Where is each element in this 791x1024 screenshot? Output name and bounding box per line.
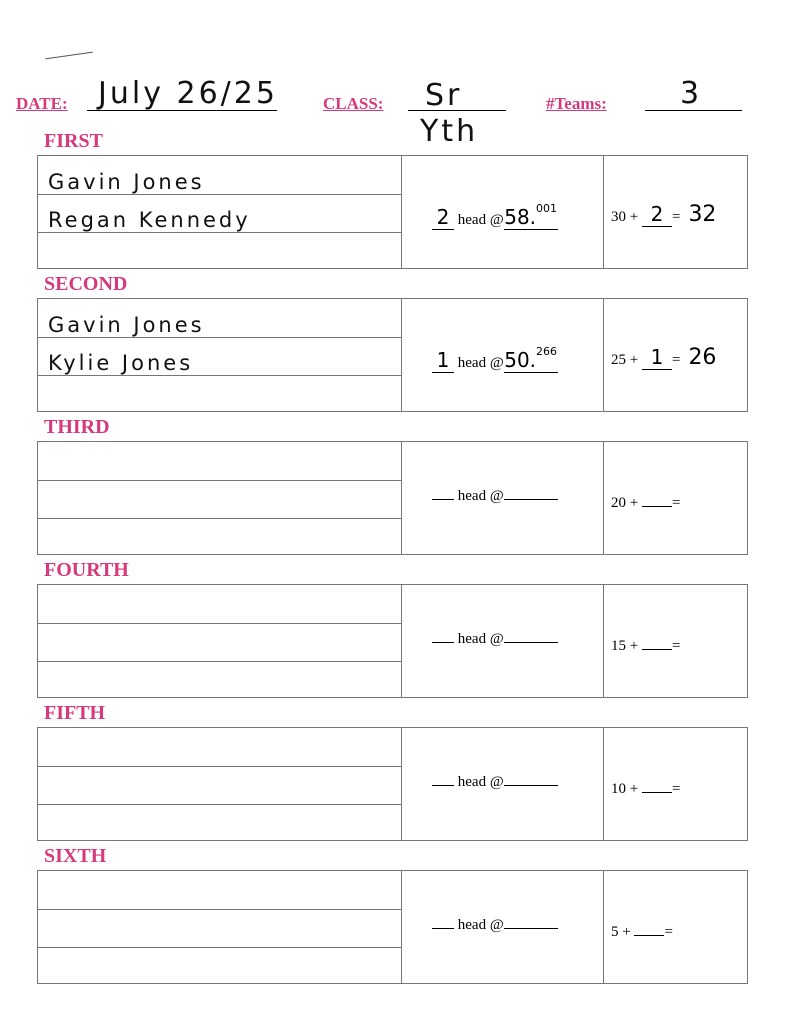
section-title: THIRD	[44, 416, 110, 438]
base-points: 25 +	[611, 352, 639, 368]
stray-pen-mark	[45, 52, 93, 60]
column-divider	[603, 442, 604, 554]
head-label: head @	[457, 631, 504, 647]
bonus-points: 1	[642, 345, 672, 370]
time-main: 50.	[504, 348, 537, 372]
time-value	[504, 202, 558, 230]
total-points: 32	[688, 202, 717, 227]
class-value-line1: Sr	[425, 78, 463, 113]
name-row-line	[38, 232, 401, 233]
placing-table	[37, 870, 748, 984]
equals-sign: =	[671, 781, 681, 797]
base-points: 20 +	[611, 495, 639, 511]
teams-value: 3	[680, 76, 703, 111]
head-label: head @	[457, 488, 504, 504]
time-decimal: 001	[536, 202, 558, 215]
time-value	[504, 499, 558, 500]
date-label: DATE:	[16, 94, 68, 113]
class-label: CLASS:	[323, 94, 384, 113]
name-row-line	[38, 623, 401, 624]
head-time-field	[432, 774, 558, 791]
points-field	[611, 631, 688, 656]
class-value-line2: Yth	[420, 114, 479, 149]
time-value	[504, 928, 558, 929]
name-row-line	[38, 518, 401, 519]
base-points: 30 +	[611, 209, 639, 225]
name-row-line	[38, 909, 401, 910]
name-row-line	[38, 766, 401, 767]
head-label: head @	[457, 355, 504, 371]
section-title: SIXTH	[44, 845, 107, 867]
name-row-line	[38, 194, 401, 195]
equals-sign: =	[671, 352, 681, 368]
team-member-name: Gavin Jones	[48, 170, 205, 194]
column-divider	[603, 156, 604, 268]
head-time-field	[432, 631, 558, 648]
head-label: head @	[457, 774, 504, 790]
column-divider	[401, 156, 402, 268]
equals-sign: =	[664, 924, 673, 940]
placing-table	[37, 155, 748, 269]
column-divider	[401, 728, 402, 840]
head-count	[432, 642, 454, 643]
points-field	[611, 488, 688, 513]
head-time-field	[432, 917, 558, 934]
column-divider	[401, 299, 402, 411]
time-main: 58.	[504, 205, 537, 229]
time-decimal: 266	[536, 345, 558, 358]
points-field	[611, 345, 716, 370]
head-count: 1	[432, 348, 454, 373]
head-time-field	[432, 488, 558, 505]
name-row-line	[38, 375, 401, 376]
placing-table	[37, 727, 748, 841]
name-row-line	[38, 804, 401, 805]
column-divider	[401, 871, 402, 983]
section-title: FOURTH	[44, 559, 129, 581]
head-count	[432, 928, 454, 929]
bonus-points	[642, 649, 672, 650]
points-field	[611, 774, 688, 799]
section-title: SECOND	[44, 273, 128, 295]
name-row-line	[38, 947, 401, 948]
time-value	[504, 642, 558, 643]
equals-sign: =	[671, 209, 681, 225]
head-label: head @	[457, 917, 504, 933]
base-points: 15 +	[611, 638, 639, 654]
base-points: 5 +	[611, 924, 631, 940]
bonus-points	[634, 935, 664, 936]
column-divider	[603, 728, 604, 840]
placing-table	[37, 298, 748, 412]
head-time-field	[432, 345, 558, 373]
head-count	[432, 785, 454, 786]
equals-sign: =	[671, 495, 681, 511]
name-row-line	[38, 337, 401, 338]
head-label: head @	[457, 212, 504, 228]
section-title: FIFTH	[44, 702, 106, 724]
team-member-name: Gavin Jones	[48, 313, 205, 337]
head-count: 2	[432, 205, 454, 230]
placing-table	[37, 584, 748, 698]
column-divider	[603, 585, 604, 697]
name-row-line	[38, 480, 401, 481]
time-value	[504, 785, 558, 786]
placing-table	[37, 441, 748, 555]
time-value	[504, 345, 558, 373]
teams-label: #Teams:	[546, 94, 607, 113]
date-value: July 26/25	[98, 76, 278, 111]
bonus-points: 2	[642, 202, 672, 227]
name-row-line	[38, 661, 401, 662]
column-divider	[401, 442, 402, 554]
team-member-name: Regan Kennedy	[48, 208, 251, 232]
column-divider	[401, 585, 402, 697]
bonus-points	[642, 792, 672, 793]
bonus-points	[642, 506, 672, 507]
head-time-field	[432, 202, 558, 230]
column-divider	[603, 299, 604, 411]
points-field	[611, 917, 681, 942]
total-points: 26	[688, 345, 717, 370]
head-count	[432, 499, 454, 500]
base-points: 10 +	[611, 781, 639, 797]
column-divider	[603, 871, 604, 983]
section-title: FIRST	[44, 130, 103, 152]
points-field	[611, 202, 716, 227]
team-member-name: Kylie Jones	[48, 351, 194, 375]
equals-sign: =	[671, 638, 681, 654]
